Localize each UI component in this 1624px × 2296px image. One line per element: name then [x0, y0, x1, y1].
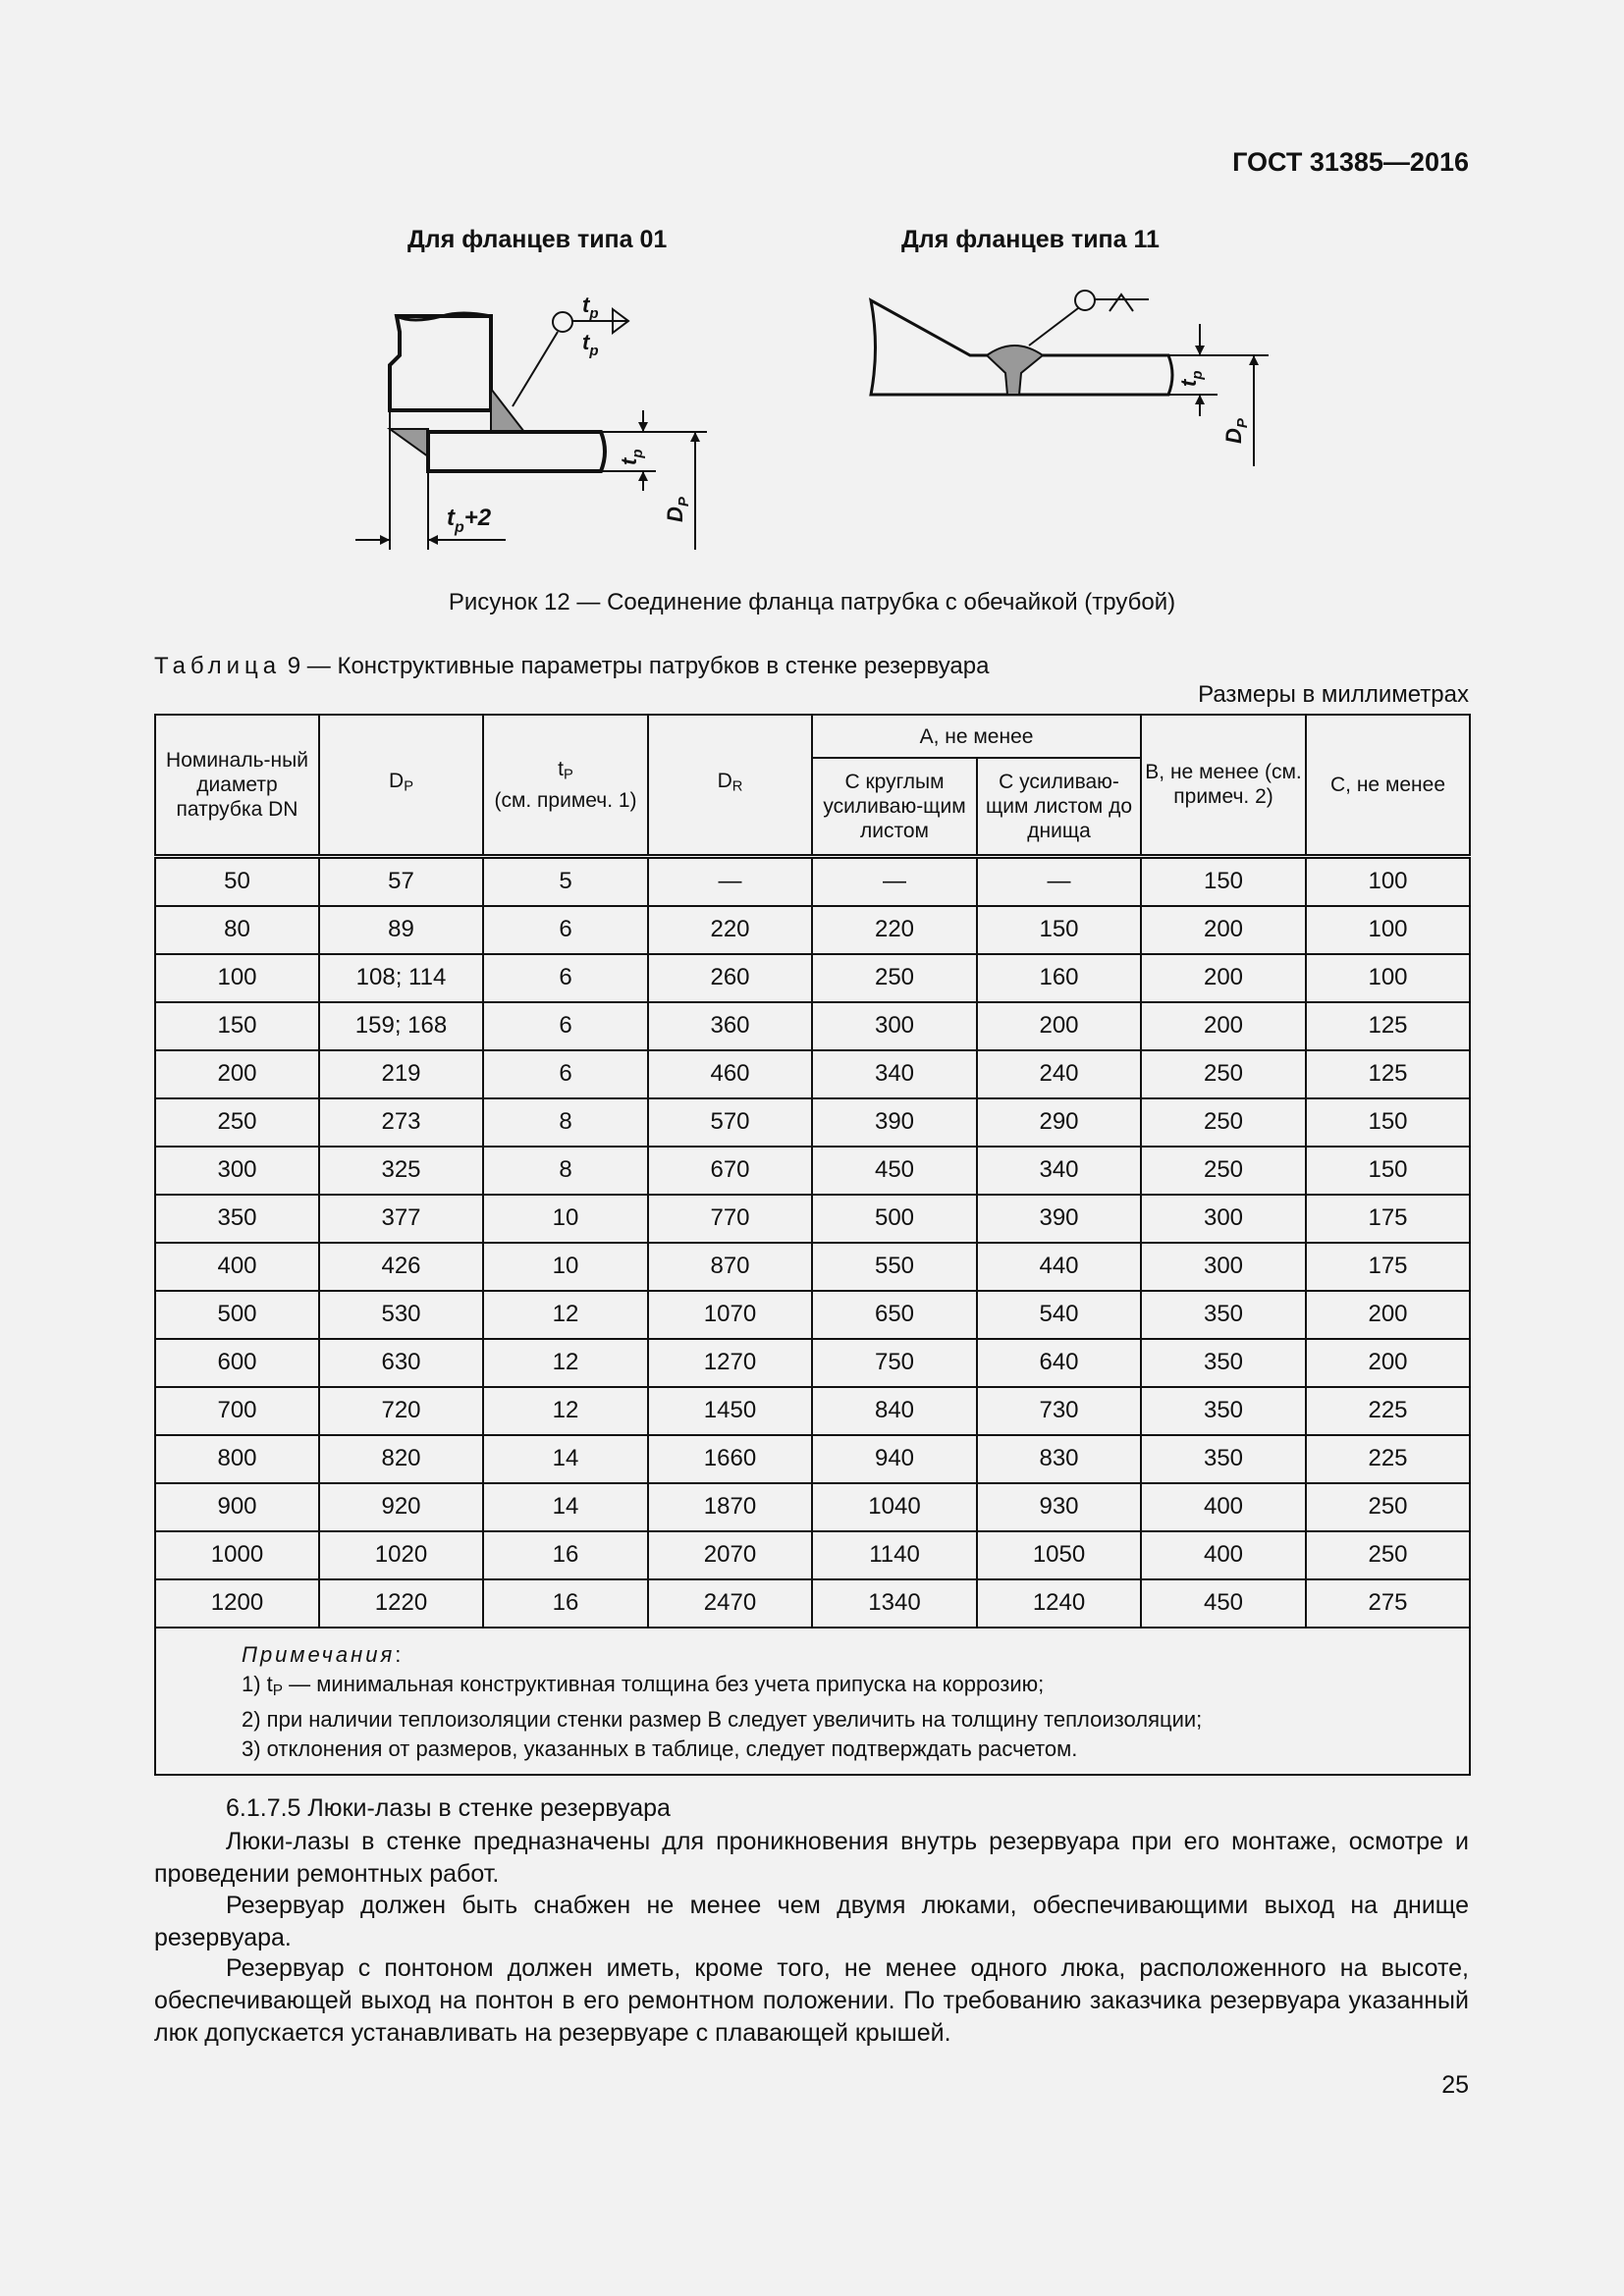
table-cell: 730 [977, 1387, 1141, 1435]
table-row [155, 1147, 1470, 1195]
table-cell: 80 [155, 906, 319, 954]
table-cell: 920 [319, 1483, 483, 1531]
tp-vertical-left-sub: p [629, 449, 646, 458]
table-cell: 10 [483, 1243, 648, 1291]
table-cell: 200 [1141, 954, 1306, 1002]
table-notes-row [155, 1628, 1470, 1776]
svg-text:DP [663, 496, 692, 522]
table-row [155, 906, 1470, 954]
paragraph-1 [154, 1826, 1469, 1891]
table-cell: 1660 [648, 1435, 812, 1483]
table-row [155, 1579, 1470, 1628]
svg-text:tp+2 [447, 505, 492, 536]
table-cell: 570 [648, 1098, 812, 1147]
flange-weld-drawings [0, 265, 1624, 569]
table-cell: 300 [155, 1147, 319, 1195]
table-cell: 150 [1306, 1098, 1470, 1147]
table-row [155, 1291, 1470, 1339]
header-b: В, не менее (см. примеч. 2) [1141, 715, 1306, 856]
table-cell: 89 [319, 906, 483, 954]
table-cell: 273 [319, 1098, 483, 1147]
header-dp-sub: P [404, 779, 413, 796]
table-cell: 175 [1306, 1243, 1470, 1291]
table-cell: 1020 [319, 1531, 483, 1579]
table-cell: 400 [1141, 1483, 1306, 1531]
table-cell: 360 [648, 1002, 812, 1050]
table-cell: 200 [1141, 906, 1306, 954]
table-cell: 340 [812, 1050, 977, 1098]
table-cell: 1240 [977, 1579, 1141, 1628]
table-cell: 150 [977, 906, 1141, 954]
table-cell: 1070 [648, 1291, 812, 1339]
table-cell: 6 [483, 1002, 648, 1050]
paragraph-3 [154, 1952, 1469, 2050]
header-dp-main: D [389, 770, 405, 793]
table-cell: 340 [977, 1147, 1141, 1195]
table-units: Размеры в миллиметрах [1198, 681, 1469, 708]
table-cell: 250 [1306, 1531, 1470, 1579]
header-tp-note: (см. примеч. 1) [494, 788, 637, 812]
table-cell: 225 [1306, 1435, 1470, 1483]
header-dr [648, 715, 812, 856]
notes-title-line: Примечания: [242, 1641, 402, 1667]
table-cell: 350 [1141, 1387, 1306, 1435]
table-cell: 350 [155, 1195, 319, 1243]
table-row [155, 1098, 1470, 1147]
tp-vertical-right: t [1176, 379, 1201, 387]
table-cell: 1870 [648, 1483, 812, 1531]
table-cell: 100 [155, 954, 319, 1002]
table-body [155, 856, 1470, 1775]
table-cell: 600 [155, 1339, 319, 1387]
table-cell: 720 [319, 1387, 483, 1435]
table-cell: 770 [648, 1195, 812, 1243]
table-cell: 440 [977, 1243, 1141, 1291]
header-tp-main: t [558, 757, 565, 780]
table-cell: 640 [977, 1339, 1141, 1387]
tp2-label-suffix: +2 [463, 505, 492, 531]
table-cell: 100 [1306, 856, 1470, 906]
table-cell: — [977, 856, 1141, 906]
table-cell: 350 [1141, 1291, 1306, 1339]
header-a-group: А, не менее [812, 715, 1141, 758]
nozzle-parameters-table [154, 714, 1471, 1776]
table-cell: 870 [648, 1243, 812, 1291]
header-c: С, не менее [1306, 715, 1470, 856]
table-row [155, 1339, 1470, 1387]
svg-text:tp [582, 293, 599, 322]
paragraph-3-text: Резервуар с понтоном должен иметь, кроме того, не менее одного люка, расположенного на высоте, обеспечивающей выход на понтон в его ремонтном положении. По требованию заказчика резервуара указанный люк допускается устанавливать на резервуаре с плавающей крышей. [154, 1954, 1469, 2047]
note-1 [242, 1670, 1469, 1706]
table-cell: 930 [977, 1483, 1141, 1531]
table-cell: 8 [483, 1098, 648, 1147]
table-cell: 1050 [977, 1531, 1141, 1579]
table-cell: 830 [977, 1435, 1141, 1483]
table-cell: 200 [977, 1002, 1141, 1050]
table-cell: 750 [812, 1339, 977, 1387]
table-cell: 670 [648, 1147, 812, 1195]
table-cell: 250 [1306, 1483, 1470, 1531]
tp2-label: t [447, 505, 455, 531]
table-cell: 460 [648, 1050, 812, 1098]
table-cell: 250 [1141, 1147, 1306, 1195]
table-cell: 200 [1141, 1002, 1306, 1050]
header-dr-main: D [717, 770, 732, 793]
table-row [155, 1483, 1470, 1531]
table-cell: 150 [1141, 856, 1306, 906]
table-cell: 300 [812, 1002, 977, 1050]
table-cell: 260 [648, 954, 812, 1002]
table-cell: 150 [1306, 1147, 1470, 1195]
table-cell: 2470 [648, 1579, 812, 1628]
paragraph-2 [154, 1890, 1469, 1954]
table-cell: 5 [483, 856, 648, 906]
table-row [155, 1050, 1470, 1098]
svg-text:tp [617, 450, 646, 466]
table-cell: 530 [319, 1291, 483, 1339]
figure-right-title: Для фланцев типа 11 [901, 226, 1160, 253]
table-cell: 16 [483, 1579, 648, 1628]
note-1-prefix: 1) t [242, 1671, 273, 1696]
table-cell: 940 [812, 1435, 977, 1483]
tp-label-bottom-sub: p [589, 343, 599, 359]
tp2-label-sub: p [455, 519, 464, 536]
table-cell: 200 [155, 1050, 319, 1098]
table-cell: 12 [483, 1291, 648, 1339]
table-cell: 275 [1306, 1579, 1470, 1628]
table-title-label: Таблица [154, 653, 282, 679]
table-notes [155, 1628, 1470, 1776]
figure-left-title: Для фланцев типа 01 [407, 226, 668, 253]
note-3: 3) отклонения от размеров, указанных в таблице, следует подтверждать расчетом. [242, 1736, 1078, 1762]
table-cell: 700 [155, 1387, 319, 1435]
page-number: 25 [1441, 2071, 1469, 2099]
tp-label-top-sub: p [589, 305, 599, 322]
table-cell: 1270 [648, 1339, 812, 1387]
table-row [155, 1243, 1470, 1291]
table-cell: — [812, 856, 977, 906]
table-cell: 450 [812, 1147, 977, 1195]
dp-label-left: D [663, 507, 687, 522]
table-cell: 250 [155, 1098, 319, 1147]
table-cell: 220 [812, 906, 977, 954]
table-cell: 1450 [648, 1387, 812, 1435]
table-cell: 12 [483, 1339, 648, 1387]
table-cell: 1340 [812, 1579, 977, 1628]
table-cell: 1220 [319, 1579, 483, 1628]
dp-label-right-sub: P [1234, 418, 1251, 429]
svg-text:DP [1221, 417, 1251, 444]
table-cell: 300 [1141, 1195, 1306, 1243]
drawing-flange-11 [871, 291, 1269, 466]
table-cell: 400 [1141, 1531, 1306, 1579]
table-cell: 500 [812, 1195, 977, 1243]
table-cell: 390 [812, 1098, 977, 1147]
dp-label-left-sub: P [676, 497, 692, 507]
note-2: 2) при наличии теплоизоляции стенки размер В следует увеличить на толщину теплоизоляции; [242, 1707, 1203, 1733]
table-cell: 377 [319, 1195, 483, 1243]
table-cell: 150 [155, 1002, 319, 1050]
table-cell: 300 [1141, 1243, 1306, 1291]
tp-label-top: t [582, 293, 590, 317]
table-row [155, 856, 1470, 906]
table-cell: 250 [1141, 1098, 1306, 1147]
note-1-sub: P [272, 1682, 284, 1699]
table-row [155, 1195, 1470, 1243]
table-title-text: 9 — Конструктивные параметры патрубков в стенке резервуара [287, 653, 990, 679]
table-cell: 100 [1306, 954, 1470, 1002]
svg-text:tp [1176, 371, 1206, 388]
table-cell: 175 [1306, 1195, 1470, 1243]
paragraph-2-text: Резервуар должен быть снабжен не менее чем двумя люками, обеспечивающими выход на днище резервуара. [154, 1892, 1469, 1951]
table-cell: 400 [155, 1243, 319, 1291]
table-row [155, 1435, 1470, 1483]
table-cell: 240 [977, 1050, 1141, 1098]
table-cell: 2070 [648, 1531, 812, 1579]
table-cell: 159; 168 [319, 1002, 483, 1050]
table-cell: 426 [319, 1243, 483, 1291]
table-cell: 6 [483, 1050, 648, 1098]
table-cell: 250 [812, 954, 977, 1002]
tp-vertical-right-sub: p [1189, 370, 1206, 380]
table-cell: 8 [483, 1147, 648, 1195]
table-cell: 820 [319, 1435, 483, 1483]
table-cell: 350 [1141, 1339, 1306, 1387]
table-cell: 57 [319, 856, 483, 906]
table-cell: — [648, 856, 812, 906]
note-1-text: — минимальная конструктивная толщина без учета припуска на коррозию; [283, 1671, 1045, 1696]
table-cell: 1200 [155, 1579, 319, 1628]
table-cell: 125 [1306, 1050, 1470, 1098]
tp-label-bottom: t [582, 330, 590, 354]
table-cell: 550 [812, 1243, 977, 1291]
svg-text:tp [582, 330, 599, 359]
header-dp [319, 715, 483, 856]
notes-title: Примечания [242, 1641, 396, 1667]
table-cell: 200 [1306, 1339, 1470, 1387]
section-heading: 6.1.7.5 Люки-лазы в стенке резервуара [226, 1794, 671, 1822]
table-row [155, 1002, 1470, 1050]
table-cell: 108; 114 [319, 954, 483, 1002]
table-title [154, 653, 989, 680]
table-cell: 840 [812, 1387, 977, 1435]
table-cell: 500 [155, 1291, 319, 1339]
table-cell: 325 [319, 1147, 483, 1195]
table-cell: 200 [1306, 1291, 1470, 1339]
drawing-flange-01 [355, 309, 707, 550]
table-row [155, 1531, 1470, 1579]
table-cell: 6 [483, 906, 648, 954]
table-cell: 290 [977, 1098, 1141, 1147]
dp-label-right: D [1221, 428, 1246, 444]
tp-vertical-left: t [617, 457, 641, 465]
table-cell: 540 [977, 1291, 1141, 1339]
table-cell: 350 [1141, 1435, 1306, 1483]
header-a-round-plate: С круглым усиливаю-щим листом [812, 758, 977, 856]
table-cell: 1140 [812, 1531, 977, 1579]
table-cell: 1040 [812, 1483, 977, 1531]
table-cell: 900 [155, 1483, 319, 1531]
table-cell: 50 [155, 856, 319, 906]
table-cell: 6 [483, 954, 648, 1002]
table-cell: 16 [483, 1531, 648, 1579]
paragraph-1-text: Люки-лазы в стенке предназначены для проникновения внутрь резервуара при его монтаже, осмотре и проведении ремонтных работ. [154, 1828, 1469, 1888]
table-cell: 125 [1306, 1002, 1470, 1050]
table-cell: 219 [319, 1050, 483, 1098]
table-cell: 10 [483, 1195, 648, 1243]
table-cell: 450 [1141, 1579, 1306, 1628]
table-cell: 225 [1306, 1387, 1470, 1435]
table-cell: 390 [977, 1195, 1141, 1243]
table-row [155, 1387, 1470, 1435]
table-cell: 650 [812, 1291, 977, 1339]
table-cell: 14 [483, 1435, 648, 1483]
table-cell: 100 [1306, 906, 1470, 954]
header-tp-sub: P [564, 767, 573, 783]
header-a-bottom-plate: С усиливаю-щим листом до днища [977, 758, 1141, 856]
table-cell: 250 [1141, 1050, 1306, 1098]
standard-code: ГОСТ 31385—2016 [1232, 147, 1469, 177]
table-cell: 220 [648, 906, 812, 954]
header-tp [483, 715, 648, 856]
table-cell: 800 [155, 1435, 319, 1483]
header-dr-sub: R [731, 779, 743, 796]
table-row [155, 954, 1470, 1002]
table-cell: 12 [483, 1387, 648, 1435]
table-cell: 14 [483, 1483, 648, 1531]
table-cell: 1000 [155, 1531, 319, 1579]
figure-caption: Рисунок 12 — Соединение фланца патрубка с обечайкой (трубой) [448, 589, 1176, 615]
table-cell: 160 [977, 954, 1141, 1002]
table-cell: 630 [319, 1339, 483, 1387]
header-dn: Номиналь-ный диаметр патрубка DN [155, 715, 319, 856]
